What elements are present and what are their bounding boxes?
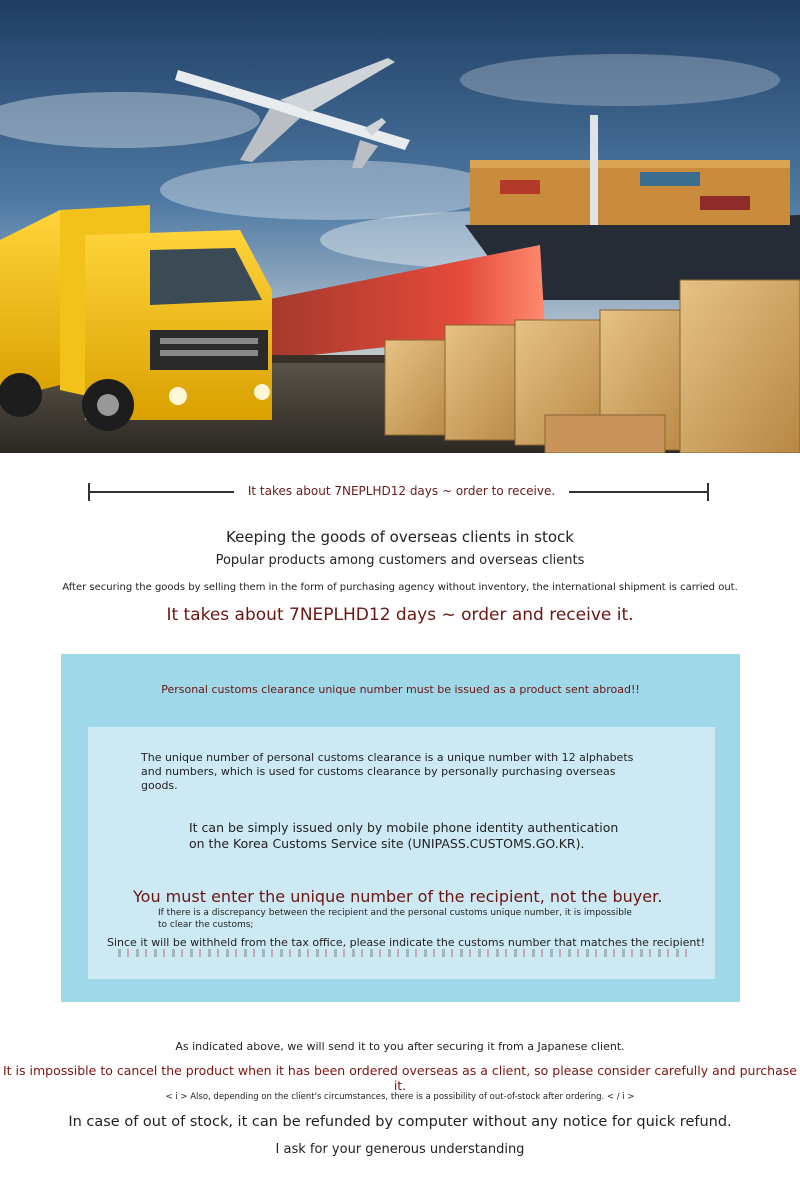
customs-number-issuance: It can be simply issued only by mobile phone identity authentication on the Korea Customs Service site (UNIPASS.CUSTOMS.GO.KR). bbox=[189, 820, 619, 851]
logistics-illustration bbox=[0, 0, 800, 453]
intro-subheadline: Popular products among customers and overseas clients bbox=[215, 553, 585, 568]
withheld-note: Since it will be withheld from the tax office, please indicate the customs number that matches the recipient! bbox=[107, 936, 706, 949]
faded-text-artifact bbox=[118, 949, 688, 957]
cancellation-warning: It is impossible to cancel the product when it has been ordered overseas as a client, so please consider carefully and purchase it. bbox=[3, 1063, 797, 1093]
delivery-truck-icon bbox=[0, 205, 272, 431]
shipping-note: As indicated above, we will send it to you after securing it from a Japanese client. bbox=[175, 1040, 625, 1053]
delivery-time-highlight: It takes about 7NEPLHD12 days ~ order and receive it. bbox=[166, 605, 634, 625]
customs-info-panel bbox=[61, 654, 740, 1002]
divider-cap-right bbox=[707, 483, 709, 501]
intro-headline: Keeping the goods of overseas clients in stock bbox=[226, 528, 574, 546]
recipient-warning: You must enter the unique number of the recipient, not the buyer. bbox=[133, 887, 663, 906]
out-of-stock-note: < i > Also, depending on the client's circumstances, there is a possibility of out-of-stock after ordering. < / i > bbox=[165, 1092, 635, 1102]
delivery-notice-text: It takes about 7NEPLHD12 days ~ order to receive. bbox=[247, 484, 556, 498]
thanks-note: I ask for your generous understanding bbox=[275, 1142, 525, 1157]
customs-number-definition: The unique number of personal customs clearance is a unique number with 12 alphabets and numbers, which is used for customs clearance by personally purchasing overseas goods. bbox=[141, 751, 634, 792]
customs-panel-title: Personal customs clearance unique number must be issued as a product sent abroad!! bbox=[161, 683, 640, 696]
refund-note: In case of out of stock, it can be refunded by computer without any notice for quick refund. bbox=[68, 1114, 732, 1130]
divider-line-left bbox=[88, 491, 234, 493]
intro-detail: After securing the goods by selling them in the form of purchasing agency without inventory, the international shipment is carried out. bbox=[62, 582, 738, 593]
customs-info-box bbox=[88, 727, 715, 979]
discrepancy-note: If there is a discrepancy between the recipient and the personal customs unique number, it is impossible to clear the customs; bbox=[158, 908, 632, 930]
divider-line-right bbox=[569, 491, 709, 493]
delivery-notice-divider bbox=[88, 482, 710, 502]
hero-banner-image bbox=[0, 0, 800, 453]
